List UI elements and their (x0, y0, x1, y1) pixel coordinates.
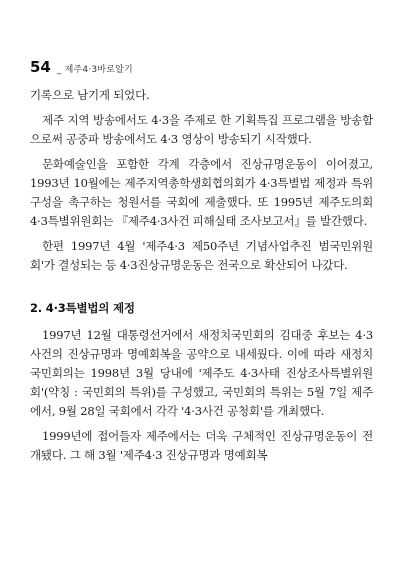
paragraph: 문화예술인을 포함한 각계 각층에서 진상규명운동이 이어졌고, 1993년 10월에는 제주지역총학생회협의회가 4·3특별법 제정과 특위 구성을 촉구하는 청원서를 국회에 제출했다. 또 1995년 제주도의회 4·3특별위원회는 『제주4·3사건 피해실태 조사보고서』를 발간했다. (30, 157, 373, 228)
paragraph: 제주 지역 방송에서도 4·3을 주제로 한 기획특집 프로그램을 방송함으로써 공중파 방송에서도 4·3 영상이 방송되기 시작했다. (30, 113, 373, 146)
section-heading: 2. 4·3특별법의 제정 (30, 301, 135, 315)
running-title: _ 제주4·3바로알기 (56, 65, 133, 75)
paragraph: 한편 1997년 4월 '제주4·3 제50주년 기념사업추진 범국민위원회'가 결성되는 등 4·3진상규명운동은 전국으로 확산되어 나갔다. (30, 239, 373, 272)
page-content (30, 86, 373, 465)
page-header (30, 58, 133, 76)
paragraph: 1997년 12월 대통령선거에서 새정치국민회의 김대중 후보는 4·3사건의 진상규명과 명예회복을 공약으로 내세웠다. 이에 따라 새정치국민회의는 1998년 3월 당내에 '제주도 4·3사태 진상조사특별위원회'(약칭 : 국민회의 특위)를 구성했고, 국민회의 특위는 5월 7일 제주에서, 9월 28일 국회에서 각각 '4·3사건 공청회'를 개최했다. (30, 328, 373, 418)
paragraph: 기록으로 남기게 되었다. (30, 88, 150, 102)
paragraph: 1999년에 접어들자 제주에서는 더욱 구체적인 진상규명운동이 전개됐다. 그 해 3월 '제주4·3 진상규명과 명예회복 (30, 429, 373, 462)
page-number: 54 (30, 58, 51, 76)
